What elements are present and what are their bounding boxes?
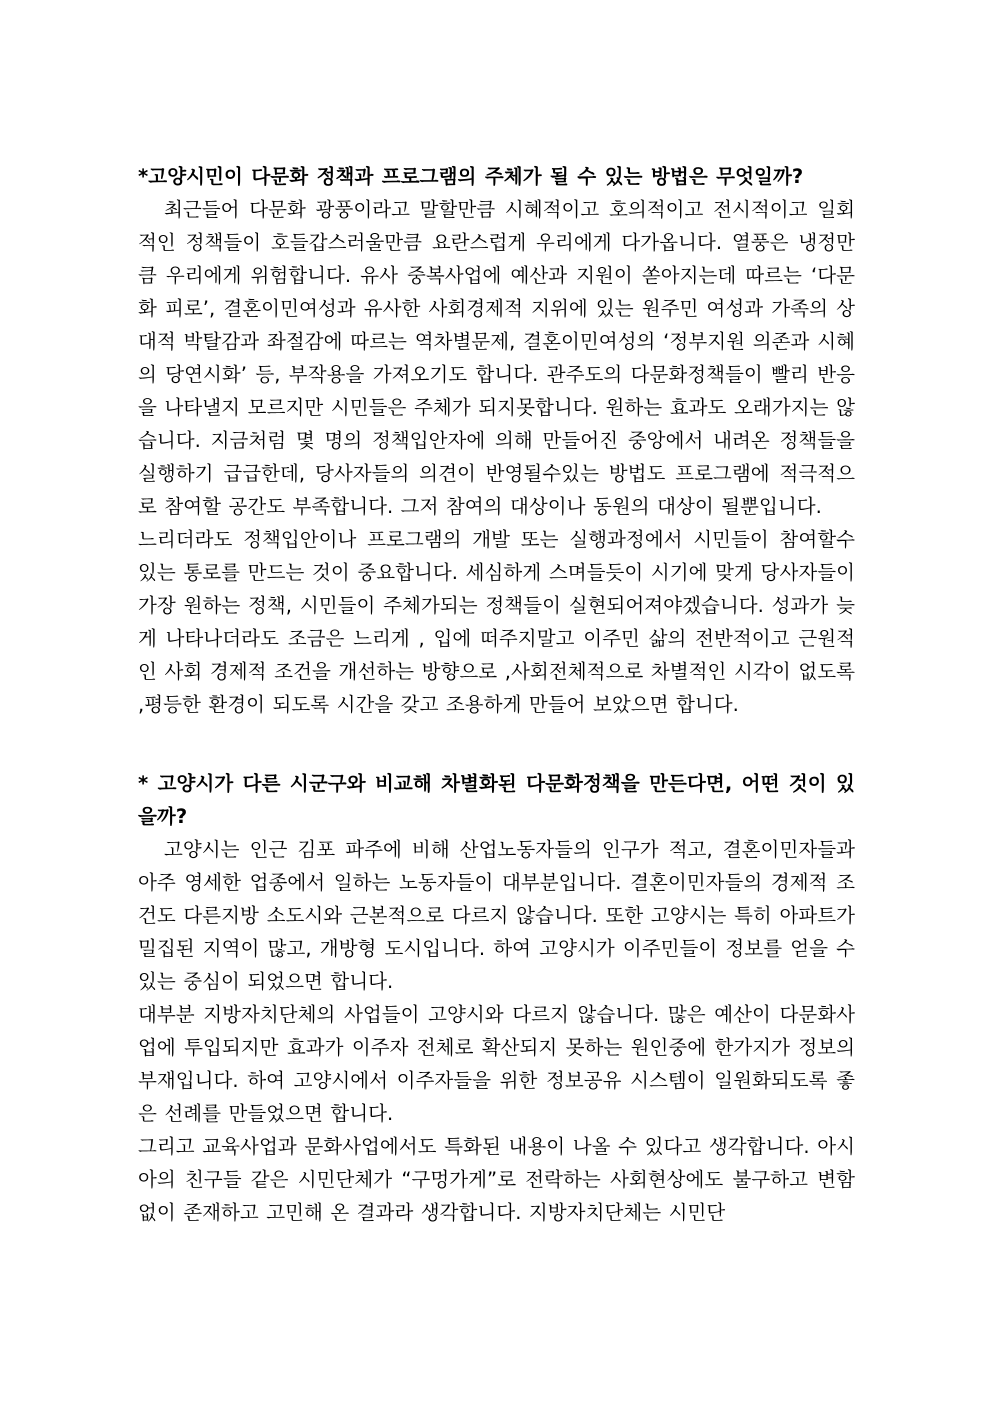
document-body bbox=[138, 160, 855, 1229]
paragraph-q2-p1: 고양시는 인근 김포 파주에 비해 산업노동자들의 인구가 적고, 결혼이민자들과 아주 영세한 업종에서 일하는 노동자들이 대부분입니다. 결혼이민자들의 경제적 조건도 다른지방 소도시와 근본적으로 다르지 않습니다. 또한 고양시는 특히 아파트가 밀집된 지역이 많고, 개방형 도시입니다. 하여 고양시가 이주민들이 정보를 얻을 수 있는 중심이 되었으면 합니다. bbox=[138, 838, 855, 993]
section-separator bbox=[138, 721, 855, 767]
paragraph-q2-p3: 그리고 교육사업과 문화사업에서도 특화된 내용이 나올 수 있다고 생각합니다. 아시아의 친구들 같은 시민단체가 “구멍가게”로 전락하는 사회현상에도 불구하고 변함없이 존재하고 고민해 온 결과라 생각합니다. 지방자치단체는 시민단 bbox=[138, 1135, 855, 1224]
paragraph-q2-p2: 대부분 지방자치단체의 사업들이 고양시와 다르지 않습니다. 많은 예산이 다문화사업에 투입되지만 효과가 이주자 전체로 확산되지 못하는 원인중에 한가지가 정보의 부재입니다. 하여 고양시에서 이주자들을 위한 정보공유 시스템이 일원화되도록 좋은 선례를 만들었으면 합니다. bbox=[138, 1003, 855, 1125]
paragraph-q1-p2: 느리더라도 정책입안이나 프로그램의 개발 또는 실행과정에서 시민들이 참여할수 있는 통로를 만드는 것이 중요합니다. 세심하게 스며들듯이 시기에 맞게 당사자들이 가장 원하는 정책, 시민들이 주체가되는 정책들이 실현되어져야겠습니다. 성과가 늦게 나타나더라도 조금은 느리게 , 입에 떠주지말고 이주민 삶의 전반적이고 근원적인 사회 경제적 조건을 개선하는 방향으로 ,사회전체적으로 차별적인 시각이 없도록 ,평등한 환경이 되도록 시간을 갖고 조용하게 만들어 보았으면 합니다. bbox=[138, 528, 855, 716]
question-heading-1: *고양시민이 다문화 정책과 프로그램의 주체가 될 수 있는 방법은 무엇일까? bbox=[138, 165, 804, 188]
question-heading-2: * 고양시가 다른 시군구와 비교해 차별화된 다문화정책을 만든다면, 어떤 것이 있을까? bbox=[138, 772, 855, 828]
paragraph-q1-p1: 최근들어 다문화 광풍이라고 말할만큼 시혜적이고 호의적이고 전시적이고 일회적인 정책들이 호들갑스러울만큼 요란스럽게 우리에게 다가옵니다. 열풍은 냉정만큼 우리에게 위험합니다. 유사 중복사업에 예산과 지원이 쏟아지는데 따르는 ‘다문화 피로’, 결혼이민여성과 유사한 사회경제적 지위에 있는 원주민 여성과 가족의 상대적 박탈감과 좌절감에 따르는 역차별문제, 결혼이민여성의 ‘정부지원 의존과 시혜의 당연시화’ 등, 부작용을 가져오기도 합니다. 관주도의 다문화정책들이 빨리 반응을 나타낼지 모르지만 시민들은 주체가 되지못합니다. 원하는 효과도 오래가지는 않습니다. 지금처럼 몇 명의 정책입안자에 의해 만들어진 중앙에서 내려온 정책들을 실행하기 급급한데, 당사자들의 의견이 반영될수있는 방법도 프로그램에 적극적으로 참여할 공간도 부족합니다. 그저 참여의 대상이나 동원의 대상이 될뿐입니다. bbox=[138, 198, 855, 518]
